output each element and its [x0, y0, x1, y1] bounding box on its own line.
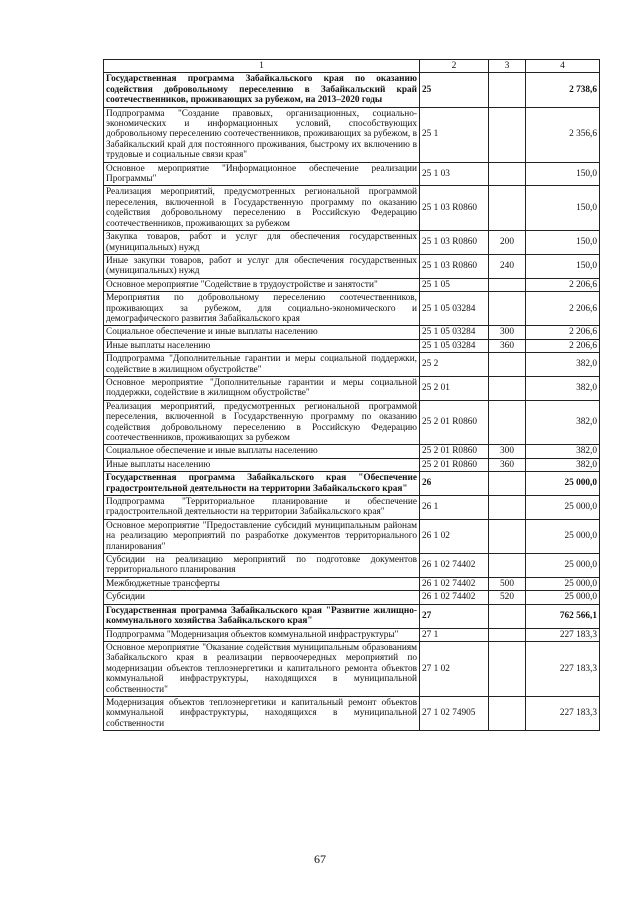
table-row [104, 292, 600, 326]
code-cell: 25 2 01 [420, 376, 489, 400]
code-cell: 25 2 01 R0860 [420, 458, 489, 471]
table-row [104, 254, 600, 278]
code-cell: 26 [420, 472, 489, 496]
code-cell: 25 2 01 R0860 [420, 400, 489, 445]
name-cell: Основное мероприятие "Дополнительные гарантии и меры социальной поддержки, содействие в жилищном обустройстве" [104, 376, 420, 400]
table-row [104, 472, 600, 496]
vr-cell: 360 [489, 339, 526, 352]
name-cell: Государственная программа Забайкальского края по оказанию содействия добровольному переселению в Забайкальский край соотечественников, проживающих за рубежом, на 2013–2020 годы [104, 73, 420, 107]
column-header-4: 4 [526, 60, 600, 73]
sum-cell: 382,0 [526, 400, 600, 445]
sum-cell: 25 000,0 [526, 519, 600, 553]
table-row [104, 353, 600, 377]
table-row [104, 591, 600, 604]
vr-cell: 200 [489, 231, 526, 255]
table-row [104, 186, 600, 231]
code-cell: 26 1 02 [420, 519, 489, 553]
sum-cell: 382,0 [526, 353, 600, 377]
table-row [104, 641, 600, 696]
vr-cell [489, 162, 526, 186]
name-cell: Основное мероприятие "Информационное обеспечение реализации Программы" [104, 162, 420, 186]
sum-cell: 25 000,0 [526, 577, 600, 590]
sum-cell: 2 356,6 [526, 107, 600, 162]
vr-cell [489, 696, 526, 730]
code-cell: 25 1 03 R0860 [420, 254, 489, 278]
table-row [104, 326, 600, 339]
sum-cell: 227 183,3 [526, 696, 600, 730]
sum-cell: 150,0 [526, 186, 600, 231]
column-header-2: 2 [420, 60, 489, 73]
sum-cell: 25 000,0 [526, 472, 600, 496]
vr-cell: 240 [489, 254, 526, 278]
table-row [104, 400, 600, 445]
sum-cell: 25 000,0 [526, 496, 600, 520]
sum-cell: 150,0 [526, 231, 600, 255]
name-cell: Основное мероприятие "Содействие в трудоустройстве и занятости" [104, 278, 420, 291]
column-header-3: 3 [489, 60, 526, 73]
table-row [104, 628, 600, 641]
table-row [104, 696, 600, 730]
code-cell: 27 1 02 [420, 641, 489, 696]
vr-cell [489, 472, 526, 496]
vr-cell [489, 292, 526, 326]
code-cell: 26 1 [420, 496, 489, 520]
code-cell: 27 1 02 74905 [420, 696, 489, 730]
vr-cell [489, 73, 526, 107]
code-cell: 25 1 [420, 107, 489, 162]
budget-table-body [104, 60, 600, 731]
code-cell: 26 1 02 74402 [420, 577, 489, 590]
name-cell: Реализация мероприятий, предусмотренных региональной программой переселения, включенной в Государственную программу по оказанию содействия добровольному переселению в Российскую Федерацию соотечественников, проживающих за рубежом [104, 400, 420, 445]
code-cell: 25 1 03 [420, 162, 489, 186]
name-cell: Подпрограмма "Дополнительные гарантии и меры социальной поддержки, содействие в жилищном обустройстве" [104, 353, 420, 377]
table-row [104, 519, 600, 553]
vr-cell [489, 278, 526, 291]
name-cell: Социальное обеспечение и иные выплаты населению [104, 445, 420, 458]
sum-cell: 762 566,1 [526, 604, 600, 628]
vr-cell [489, 519, 526, 553]
name-cell: Социальное обеспечение и иные выплаты населению [104, 326, 420, 339]
vr-cell [489, 628, 526, 641]
name-cell: Основное мероприятие "Предоставление субсидий муниципальным районам на реализацию мероприятий по разработке документов территориального планирования" [104, 519, 420, 553]
table-row [104, 107, 600, 162]
header-row [104, 60, 600, 73]
table-row [104, 604, 600, 628]
vr-cell: 520 [489, 591, 526, 604]
name-cell: Модернизация объектов теплоэнергетики и капитальный ремонт объектов коммунальной инфраструктуры, находящихся в муниципальной собственности [104, 696, 420, 730]
sum-cell: 150,0 [526, 162, 600, 186]
name-cell: Субсидии на реализацию мероприятий по подготовке документов территориального планирования [104, 554, 420, 578]
name-cell: Реализация мероприятий, предусмотренных региональной программой переселения, включенной в Государственную программу по оказанию содействия добровольному переселению в Российскую Федерацию соотечественников, проживающих за рубежом [104, 186, 420, 231]
sum-cell: 2 206,6 [526, 326, 600, 339]
table-row [104, 496, 600, 520]
table-row [104, 339, 600, 352]
name-cell: Государственная программа Забайкальского края "Развитие жилищно-коммунального хозяйства Забайкальского края" [104, 604, 420, 628]
sum-cell: 227 183,3 [526, 628, 600, 641]
vr-cell: 360 [489, 458, 526, 471]
code-cell: 25 1 05 [420, 278, 489, 291]
name-cell: Подпрограмма "Создание правовых, организационных, социально-экономических и информационных условий, способствующих добровольному переселению соотечественников, проживающих за рубежом, в Забайкальский край для постоянного проживания, быстрому их включению в трудовые и социальные связи края" [104, 107, 420, 162]
vr-cell: 500 [489, 577, 526, 590]
sum-cell: 150,0 [526, 254, 600, 278]
name-cell: Субсидии [104, 591, 420, 604]
vr-cell [489, 186, 526, 231]
sum-cell: 382,0 [526, 376, 600, 400]
name-cell: Иные выплаты населению [104, 339, 420, 352]
vr-cell [489, 496, 526, 520]
sum-cell: 2 738,6 [526, 73, 600, 107]
sum-cell: 2 206,6 [526, 292, 600, 326]
sum-cell: 2 206,6 [526, 339, 600, 352]
sum-cell: 25 000,0 [526, 591, 600, 604]
name-cell: Подпрограмма "Модернизация объектов коммунальной инфраструктуры" [104, 628, 420, 641]
table-row [104, 458, 600, 471]
name-cell: Мероприятия по добровольному переселению соотечественников, проживающих за рубежом, для социально-экономического и демографического развития Забайкальского края [104, 292, 420, 326]
code-cell: 25 1 05 03284 [420, 326, 489, 339]
table-row [104, 162, 600, 186]
budget-table [103, 59, 600, 731]
vr-cell [489, 376, 526, 400]
code-cell: 25 1 03 R0860 [420, 186, 489, 231]
name-cell: Основное мероприятие "Оказание содействия муниципальным образованиям Забайкальского края в реализации первоочередных мероприятий по модернизации объектов теплоэнергетики и капитального ремонта объектов коммунальной инфраструктуры, находящихся в муниципальной собственности" [104, 641, 420, 696]
vr-cell: 300 [489, 445, 526, 458]
vr-cell [489, 107, 526, 162]
table-row [104, 445, 600, 458]
code-cell: 25 1 03 R0860 [420, 231, 489, 255]
code-cell: 25 1 05 03284 [420, 339, 489, 352]
code-cell: 26 1 02 74402 [420, 554, 489, 578]
sum-cell: 227 183,3 [526, 641, 600, 696]
code-cell: 25 1 05 03284 [420, 292, 489, 326]
vr-cell [489, 353, 526, 377]
vr-cell [489, 641, 526, 696]
table-row [104, 554, 600, 578]
code-cell: 25 2 [420, 353, 489, 377]
table-row [104, 376, 600, 400]
name-cell: Иные закупки товаров, работ и услуг для обеспечения государственных (муниципальных) нужд [104, 254, 420, 278]
code-cell: 27 [420, 604, 489, 628]
table-row [104, 231, 600, 255]
vr-cell: 300 [489, 326, 526, 339]
code-cell: 27 1 [420, 628, 489, 641]
table-row [104, 278, 600, 291]
vr-cell [489, 400, 526, 445]
sum-cell: 382,0 [526, 445, 600, 458]
code-cell: 25 [420, 73, 489, 107]
table-row [104, 73, 600, 107]
sum-cell: 2 206,6 [526, 278, 600, 291]
table-row [104, 577, 600, 590]
name-cell: Межбюджетные трансферты [104, 577, 420, 590]
name-cell: Государственная программа Забайкальского края "Обеспечение градостроительной деятельности на территории Забайкальского края" [104, 472, 420, 496]
sum-cell: 25 000,0 [526, 554, 600, 578]
vr-cell [489, 604, 526, 628]
vr-cell [489, 554, 526, 578]
page-number: 67 [314, 852, 326, 866]
name-cell: Закупка товаров, работ и услуг для обеспечения государственных (муниципальных) нужд [104, 231, 420, 255]
name-cell: Иные выплаты населению [104, 458, 420, 471]
sum-cell: 382,0 [526, 458, 600, 471]
name-cell: Подпрограмма "Территориальное планирование и обеспечение градостроительной деятельности на территории Забайкальского края" [104, 496, 420, 520]
column-header-1: 1 [104, 60, 420, 73]
code-cell: 26 1 02 74402 [420, 591, 489, 604]
code-cell: 25 2 01 R0860 [420, 445, 489, 458]
